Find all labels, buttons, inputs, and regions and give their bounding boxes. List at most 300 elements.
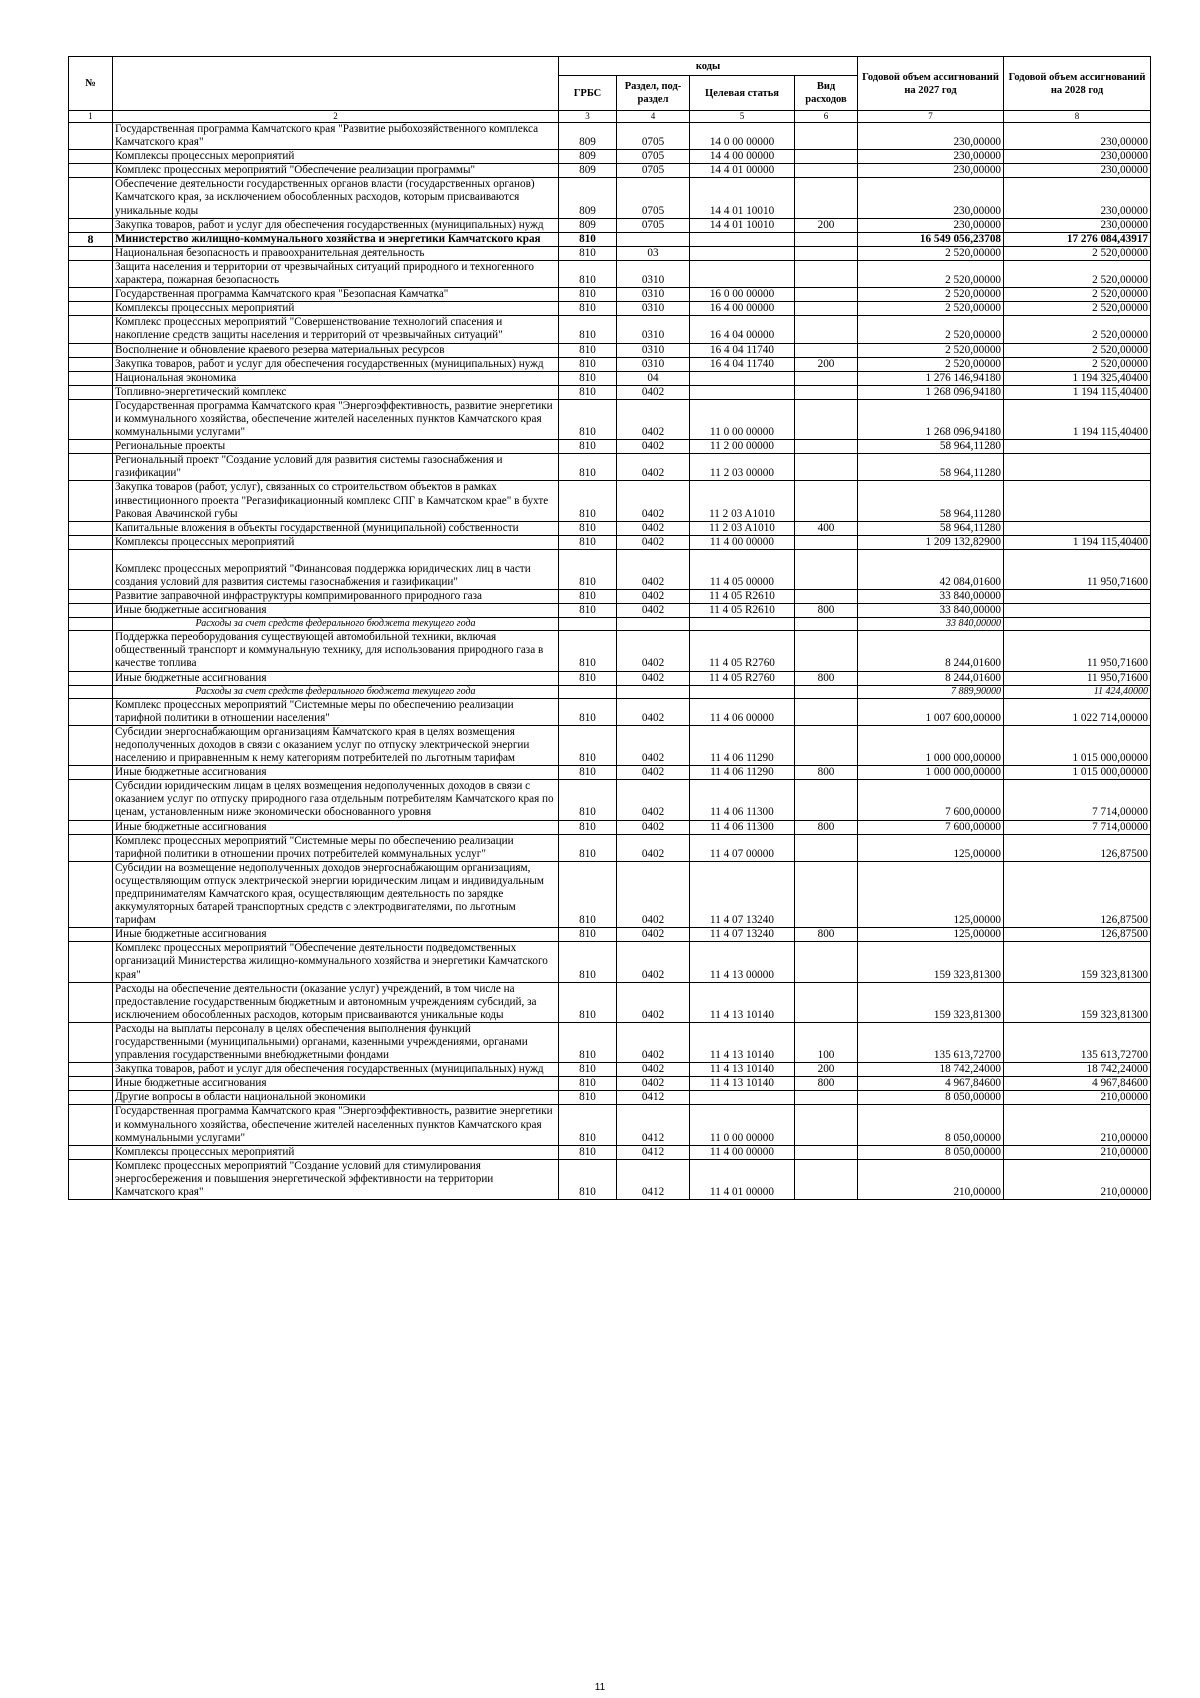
- row-name: Комплекс процессных мероприятий "Обеспечение деятельности подведомственных организаций Министерства жилищно-коммунального хозяйства и энергетики Камчатского края": [113, 942, 559, 982]
- row-vid: [795, 535, 858, 549]
- row-celevaya: 11 4 06 11300: [690, 820, 795, 834]
- row-grbs: 810: [559, 1159, 617, 1199]
- row-grbs: 810: [559, 1091, 617, 1105]
- row-name: Комплекс процессных мероприятий "Системные меры по обеспечению реализации тарифной политики в отношении прочих потребителей коммунальных услуг": [113, 834, 559, 861]
- row-amount-2028: 230,00000: [1004, 150, 1151, 164]
- row-razdel: 0402: [617, 481, 690, 521]
- table-row: [69, 631, 1151, 671]
- row-razdel: 0402: [617, 454, 690, 481]
- header-vid: Вид расходов: [795, 76, 858, 111]
- row-grbs: [559, 685, 617, 698]
- table-row: [69, 164, 1151, 178]
- row-amount-2028: 18 742,24000: [1004, 1063, 1151, 1077]
- row-number: [69, 1091, 113, 1105]
- row-number: [69, 399, 113, 439]
- row-number: [69, 521, 113, 535]
- row-grbs: 810: [559, 288, 617, 302]
- row-number: [69, 1022, 113, 1062]
- row-number: [69, 834, 113, 861]
- row-vid: [795, 590, 858, 604]
- row-name: Поддержка переоборудования существующей автомобильной техники, включая общественный транспорт и коммунальную технику, для использования природного газа в качестве топлива: [113, 631, 559, 671]
- row-number: [69, 440, 113, 454]
- row-razdel: 0705: [617, 150, 690, 164]
- row-celevaya: 14 4 00 00000: [690, 150, 795, 164]
- table-row: [69, 928, 1151, 942]
- column-number: 5: [690, 111, 795, 123]
- row-number: [69, 942, 113, 982]
- row-number: [69, 150, 113, 164]
- row-amount-2028: 159 323,81300: [1004, 982, 1151, 1022]
- row-name: Комплекс процессных мероприятий "Финансовая поддержка юридических лиц в части создания условий для развития системы газоснабжения и газификации": [113, 549, 559, 589]
- row-name: Комплекс процессных мероприятий "Системные меры по обеспечению реализации тарифной политики в отношении населения": [113, 698, 559, 725]
- row-number: [69, 288, 113, 302]
- table-row: [69, 178, 1151, 218]
- row-name: Защита населения и территории от чрезвычайных ситуаций природного и техногенного характера, пожарная безопасность: [113, 260, 559, 287]
- row-amount-2028: 11 424,40000: [1004, 685, 1151, 698]
- row-amount-2028: 230,00000: [1004, 164, 1151, 178]
- row-amount-2027: 33 840,00000: [858, 618, 1004, 631]
- row-razdel: 0402: [617, 928, 690, 942]
- row-amount-2028: [1004, 604, 1151, 618]
- row-name: Иные бюджетные ассигнования: [113, 820, 559, 834]
- row-vid: [795, 1159, 858, 1199]
- row-razdel: 0402: [617, 385, 690, 399]
- row-amount-2027: 210,00000: [858, 1159, 1004, 1199]
- row-grbs: 810: [559, 780, 617, 820]
- row-amount-2028: 11 950,71600: [1004, 671, 1151, 685]
- row-amount-2027: 58 964,11280: [858, 454, 1004, 481]
- row-grbs: 810: [559, 549, 617, 589]
- row-amount-2027: 2 520,00000: [858, 357, 1004, 371]
- row-name: Государственная программа Камчатского края "Энергоэффективность, развитие энергетики и коммунального хозяйства, обеспечение жителей населенных пунктов Камчатского края коммунальными услугами": [113, 399, 559, 439]
- row-razdel: 0402: [617, 440, 690, 454]
- row-razdel: 0402: [617, 766, 690, 780]
- row-celevaya: 11 4 06 11290: [690, 725, 795, 765]
- row-amount-2027: 159 323,81300: [858, 942, 1004, 982]
- table-row: [69, 440, 1151, 454]
- row-amount-2027: 159 323,81300: [858, 982, 1004, 1022]
- row-number: [69, 316, 113, 343]
- row-celevaya: 11 2 03 A1010: [690, 481, 795, 521]
- row-number: [69, 357, 113, 371]
- row-amount-2027: 1 000 000,00000: [858, 766, 1004, 780]
- row-grbs: 809: [559, 218, 617, 232]
- row-razdel: 04: [617, 371, 690, 385]
- row-name: Государственная программа Камчатского края "Безопасная Камчатка": [113, 288, 559, 302]
- row-vid: 800: [795, 1077, 858, 1091]
- budget-table-sheet: [68, 56, 1150, 1200]
- row-vid: [795, 618, 858, 631]
- row-vid: [795, 178, 858, 218]
- row-celevaya: 11 4 05 R2760: [690, 631, 795, 671]
- row-number: [69, 618, 113, 631]
- table-row: [69, 725, 1151, 765]
- table-row: [69, 481, 1151, 521]
- row-amount-2028: 1 194 115,40400: [1004, 385, 1151, 399]
- row-vid: [795, 1105, 858, 1145]
- row-amount-2027: 230,00000: [858, 164, 1004, 178]
- row-number: [69, 164, 113, 178]
- row-vid: [795, 288, 858, 302]
- row-razdel: 0310: [617, 288, 690, 302]
- row-amount-2027: 230,00000: [858, 123, 1004, 150]
- row-grbs: 810: [559, 246, 617, 260]
- row-name: Субсидии юридическим лицам в целях возмещения недополученных доходов в связи с оказанием услуг по отпуску природного газа отдельным потребителям Камчатского края по ценам, установленным ниже экономически обоснованного уровня: [113, 780, 559, 820]
- row-vid: [795, 399, 858, 439]
- table-row: [69, 260, 1151, 287]
- row-celevaya: 14 0 00 00000: [690, 123, 795, 150]
- row-amount-2028: 230,00000: [1004, 123, 1151, 150]
- row-name: Комплекс процессных мероприятий "Обеспечение реализации программы": [113, 164, 559, 178]
- table-row: [69, 385, 1151, 399]
- row-name: Расходы на обеспечение деятельности (оказание услуг) учреждений, в том числе на предоставление государственным бюджетным и автономным учреждениям субсидий, за исключением обособленных расходов, которым присваиваются уникальные коды: [113, 982, 559, 1022]
- row-grbs: 810: [559, 440, 617, 454]
- row-amount-2028: 1 022 714,00000: [1004, 698, 1151, 725]
- row-grbs: 810: [559, 385, 617, 399]
- row-vid: [795, 150, 858, 164]
- row-grbs: 810: [559, 820, 617, 834]
- row-celevaya: 11 4 05 R2760: [690, 671, 795, 685]
- column-number: 7: [858, 111, 1004, 123]
- header-codes: коды: [559, 57, 858, 76]
- row-amount-2027: 2 520,00000: [858, 302, 1004, 316]
- row-grbs: 810: [559, 454, 617, 481]
- row-amount-2027: 1 007 600,00000: [858, 698, 1004, 725]
- row-amount-2027: 33 840,00000: [858, 604, 1004, 618]
- row-vid: [795, 549, 858, 589]
- row-celevaya: [690, 618, 795, 631]
- row-celevaya: 16 4 00 00000: [690, 302, 795, 316]
- row-celevaya: [690, 246, 795, 260]
- row-amount-2028: 2 520,00000: [1004, 316, 1151, 343]
- row-razdel: 0402: [617, 549, 690, 589]
- column-number: 8: [1004, 111, 1151, 123]
- row-amount-2027: 8 244,01600: [858, 631, 1004, 671]
- column-number: 3: [559, 111, 617, 123]
- row-vid: [795, 343, 858, 357]
- row-amount-2027: 18 742,24000: [858, 1063, 1004, 1077]
- table-row: [69, 982, 1151, 1022]
- row-celevaya: 11 4 07 13240: [690, 928, 795, 942]
- row-celevaya: 11 4 13 00000: [690, 942, 795, 982]
- row-name: Закупка товаров, работ и услуг для обеспечения государственных (муниципальных) нужд: [113, 218, 559, 232]
- row-name: Региональные проекты: [113, 440, 559, 454]
- row-vid: [795, 685, 858, 698]
- row-amount-2027: 58 964,11280: [858, 521, 1004, 535]
- row-celevaya: 11 4 13 10140: [690, 1077, 795, 1091]
- row-celevaya: 11 4 07 00000: [690, 834, 795, 861]
- row-razdel: 0402: [617, 590, 690, 604]
- row-name: Государственная программа Камчатского края "Развитие рыбохозяйственного комплекса Камчатского края": [113, 123, 559, 150]
- row-amount-2028: 210,00000: [1004, 1105, 1151, 1145]
- row-razdel: 0402: [617, 1077, 690, 1091]
- row-razdel: 0402: [617, 725, 690, 765]
- row-celevaya: [690, 260, 795, 287]
- row-number: [69, 1159, 113, 1199]
- row-name: Государственная программа Камчатского края "Энергоэффективность, развитие энергетики и коммунального хозяйства, обеспечение жителей населенных пунктов Камчатского края коммунальными услугами": [113, 1105, 559, 1145]
- row-grbs: 809: [559, 123, 617, 150]
- row-amount-2027: 125,00000: [858, 834, 1004, 861]
- row-grbs: 810: [559, 766, 617, 780]
- row-name: Развитие заправочной инфраструктуры компримированного природного газа: [113, 590, 559, 604]
- row-amount-2028: 126,87500: [1004, 861, 1151, 927]
- row-name: Иные бюджетные ассигнования: [113, 928, 559, 942]
- row-amount-2027: 7 600,00000: [858, 820, 1004, 834]
- row-celevaya: 11 4 00 00000: [690, 535, 795, 549]
- row-vid: [795, 123, 858, 150]
- row-amount-2028: 1 015 000,00000: [1004, 766, 1151, 780]
- row-number: [69, 982, 113, 1022]
- row-vid: [795, 1145, 858, 1159]
- row-celevaya: 11 4 13 10140: [690, 1063, 795, 1077]
- row-name: Комплексы процессных мероприятий: [113, 1145, 559, 1159]
- row-celevaya: 11 4 05 R2610: [690, 590, 795, 604]
- row-number: [69, 454, 113, 481]
- row-razdel: 0310: [617, 357, 690, 371]
- row-grbs: 810: [559, 260, 617, 287]
- row-vid: [795, 302, 858, 316]
- row-name: Субсидии энергоснабжающим организациям Камчатского края в целях возмещения недополученных доходов в связи с оказанием услуг по отпуску электрической энергии населению и приравненным к нему категориям потребителей по льготным тарифам: [113, 725, 559, 765]
- row-amount-2028: [1004, 440, 1151, 454]
- row-razdel: 0402: [617, 535, 690, 549]
- row-celevaya: 14 4 01 10010: [690, 178, 795, 218]
- row-razdel: 0705: [617, 164, 690, 178]
- row-vid: [795, 631, 858, 671]
- row-amount-2027: 4 967,84600: [858, 1077, 1004, 1091]
- table-row: [69, 834, 1151, 861]
- row-amount-2027: 7 889,90000: [858, 685, 1004, 698]
- row-number: [69, 549, 113, 589]
- row-number: [69, 590, 113, 604]
- row-vid: [795, 371, 858, 385]
- row-number: [69, 820, 113, 834]
- row-celevaya: 11 2 03 A1010: [690, 521, 795, 535]
- row-number: [69, 218, 113, 232]
- row-celevaya: 16 4 04 11740: [690, 343, 795, 357]
- row-amount-2027: 42 084,01600: [858, 549, 1004, 589]
- row-grbs: 810: [559, 942, 617, 982]
- table-row: [69, 218, 1151, 232]
- row-vid: [795, 861, 858, 927]
- row-amount-2027: 8 244,01600: [858, 671, 1004, 685]
- header-grbs: ГРБС: [559, 76, 617, 111]
- row-razdel: 0412: [617, 1159, 690, 1199]
- row-amount-2028: 1 194 325,40400: [1004, 371, 1151, 385]
- row-amount-2028: 210,00000: [1004, 1091, 1151, 1105]
- row-amount-2028: 11 950,71600: [1004, 549, 1151, 589]
- row-number: [69, 481, 113, 521]
- table-row: [69, 820, 1151, 834]
- row-vid: 200: [795, 1063, 858, 1077]
- row-amount-2027: 33 840,00000: [858, 590, 1004, 604]
- column-number: 1: [69, 111, 113, 123]
- row-name: Закупка товаров, работ и услуг для обеспечения государственных (муниципальных) нужд: [113, 1063, 559, 1077]
- table-row: [69, 698, 1151, 725]
- row-grbs: 810: [559, 302, 617, 316]
- row-celevaya: 11 2 03 00000: [690, 454, 795, 481]
- row-amount-2028: [1004, 521, 1151, 535]
- row-amount-2028: 17 276 084,43917: [1004, 232, 1151, 246]
- row-vid: [795, 942, 858, 982]
- table-row: [69, 316, 1151, 343]
- table-row: [69, 232, 1151, 246]
- row-number: [69, 371, 113, 385]
- row-grbs: 809: [559, 178, 617, 218]
- row-amount-2028: 230,00000: [1004, 218, 1151, 232]
- table-row: [69, 357, 1151, 371]
- row-number: [69, 385, 113, 399]
- row-celevaya: 16 0 00 00000: [690, 288, 795, 302]
- table-row: [69, 371, 1151, 385]
- row-number: [69, 1145, 113, 1159]
- row-number: [69, 1105, 113, 1145]
- row-amount-2027: 125,00000: [858, 928, 1004, 942]
- row-number: [69, 671, 113, 685]
- row-vid: 100: [795, 1022, 858, 1062]
- row-razdel: 0402: [617, 861, 690, 927]
- row-name: Комплексы процессных мероприятий: [113, 302, 559, 316]
- row-number: [69, 178, 113, 218]
- row-amount-2027: 8 050,00000: [858, 1145, 1004, 1159]
- row-amount-2028: 2 520,00000: [1004, 260, 1151, 287]
- row-grbs: 810: [559, 1145, 617, 1159]
- header-2028: Годовой объем ассигнований на 2028 год: [1004, 57, 1151, 111]
- table-row: [69, 861, 1151, 927]
- row-number: [69, 928, 113, 942]
- row-razdel: 0402: [617, 942, 690, 982]
- header-name: [113, 57, 559, 111]
- row-vid: [795, 698, 858, 725]
- row-razdel: 0402: [617, 671, 690, 685]
- row-name: Комплекс процессных мероприятий "Совершенствование технологий спасения и накопление средств защиты населения и территорий от чрезвычайных ситуаций": [113, 316, 559, 343]
- row-razdel: 0402: [617, 1022, 690, 1062]
- row-grbs: 810: [559, 834, 617, 861]
- row-amount-2028: 135 613,72700: [1004, 1022, 1151, 1062]
- row-grbs: 810: [559, 343, 617, 357]
- row-number: [69, 780, 113, 820]
- table-row: [69, 766, 1151, 780]
- row-amount-2027: 8 050,00000: [858, 1105, 1004, 1145]
- row-grbs: 810: [559, 698, 617, 725]
- row-vid: [795, 982, 858, 1022]
- row-grbs: 810: [559, 604, 617, 618]
- row-name: Комплекс процессных мероприятий "Создание условий для стимулирования энергосбережения и повышения энергетической эффективности на территории Камчатского края": [113, 1159, 559, 1199]
- row-celevaya: 11 4 06 00000: [690, 698, 795, 725]
- row-amount-2028: 2 520,00000: [1004, 288, 1151, 302]
- row-grbs: 810: [559, 316, 617, 343]
- row-number: [69, 535, 113, 549]
- row-amount-2027: 2 520,00000: [858, 316, 1004, 343]
- row-vid: 800: [795, 604, 858, 618]
- row-grbs: 810: [559, 371, 617, 385]
- table-row: [69, 1159, 1151, 1199]
- row-amount-2027: 2 520,00000: [858, 288, 1004, 302]
- row-amount-2028: 7 714,00000: [1004, 780, 1151, 820]
- row-amount-2027: 1 268 096,94180: [858, 399, 1004, 439]
- table-body: [69, 123, 1151, 1200]
- row-grbs: 810: [559, 232, 617, 246]
- row-grbs: 810: [559, 982, 617, 1022]
- row-celevaya: 11 2 00 00000: [690, 440, 795, 454]
- table-row: [69, 399, 1151, 439]
- table-row: [69, 685, 1151, 698]
- table-row: [69, 1022, 1151, 1062]
- row-razdel: 0412: [617, 1145, 690, 1159]
- row-amount-2028: 230,00000: [1004, 178, 1151, 218]
- row-name: Министерство жилищно-коммунального хозяйства и энергетики Камчатского края: [113, 232, 559, 246]
- row-name: Комплексы процессных мероприятий: [113, 535, 559, 549]
- row-celevaya: [690, 1091, 795, 1105]
- row-amount-2028: 7 714,00000: [1004, 820, 1151, 834]
- row-amount-2027: 1 209 132,82900: [858, 535, 1004, 549]
- row-vid: 400: [795, 521, 858, 535]
- table-row: [69, 246, 1151, 260]
- row-number: [69, 698, 113, 725]
- row-razdel: [617, 685, 690, 698]
- row-vid: [795, 780, 858, 820]
- row-grbs: [559, 618, 617, 631]
- row-celevaya: 11 0 00 00000: [690, 1105, 795, 1145]
- row-number: [69, 1063, 113, 1077]
- row-amount-2028: [1004, 481, 1151, 521]
- row-name: Восполнение и обновление краевого резерва материальных ресурсов: [113, 343, 559, 357]
- row-razdel: 0412: [617, 1091, 690, 1105]
- row-vid: [795, 481, 858, 521]
- row-number: [69, 302, 113, 316]
- row-razdel: 0402: [617, 631, 690, 671]
- row-celevaya: 11 4 07 13240: [690, 861, 795, 927]
- row-name: Региональный проект "Создание условий для развития системы газоснабжения и газификации": [113, 454, 559, 481]
- row-celevaya: 11 4 06 11290: [690, 766, 795, 780]
- row-razdel: 0705: [617, 218, 690, 232]
- row-celevaya: 14 4 01 00000: [690, 164, 795, 178]
- row-number: [69, 766, 113, 780]
- row-name: Иные бюджетные ассигнования: [113, 766, 559, 780]
- row-vid: 800: [795, 671, 858, 685]
- row-grbs: 810: [559, 1022, 617, 1062]
- row-amount-2028: 126,87500: [1004, 928, 1151, 942]
- row-name: Расходы за счет средств федерального бюджета текущего года: [113, 618, 559, 631]
- row-amount-2027: 230,00000: [858, 218, 1004, 232]
- row-vid: 200: [795, 218, 858, 232]
- row-razdel: 0402: [617, 820, 690, 834]
- row-amount-2027: 16 549 056,23708: [858, 232, 1004, 246]
- row-amount-2028: 11 950,71600: [1004, 631, 1151, 671]
- row-celevaya: 11 4 05 R2610: [690, 604, 795, 618]
- row-amount-2027: 1 000 000,00000: [858, 725, 1004, 765]
- row-amount-2027: 7 600,00000: [858, 780, 1004, 820]
- row-name: Обеспечение деятельности государственных органов власти (государственных органов) Камчатского края, за исключением обособленных расходов, которым присваиваются уникальные коды: [113, 178, 559, 218]
- row-amount-2027: 58 964,11280: [858, 481, 1004, 521]
- row-vid: 800: [795, 820, 858, 834]
- row-razdel: 0402: [617, 698, 690, 725]
- row-grbs: 810: [559, 357, 617, 371]
- row-celevaya: 11 0 00 00000: [690, 399, 795, 439]
- row-razdel: 0402: [617, 982, 690, 1022]
- row-grbs: 810: [559, 1077, 617, 1091]
- row-grbs: 810: [559, 725, 617, 765]
- row-name: Национальная экономика: [113, 371, 559, 385]
- row-name: Комплексы процессных мероприятий: [113, 150, 559, 164]
- row-amount-2027: 2 520,00000: [858, 260, 1004, 287]
- row-grbs: 810: [559, 671, 617, 685]
- table-row: [69, 150, 1151, 164]
- row-amount-2027: 1 268 096,94180: [858, 385, 1004, 399]
- table-row: [69, 1077, 1151, 1091]
- row-grbs: 810: [559, 928, 617, 942]
- row-razdel: 0402: [617, 399, 690, 439]
- row-number: [69, 604, 113, 618]
